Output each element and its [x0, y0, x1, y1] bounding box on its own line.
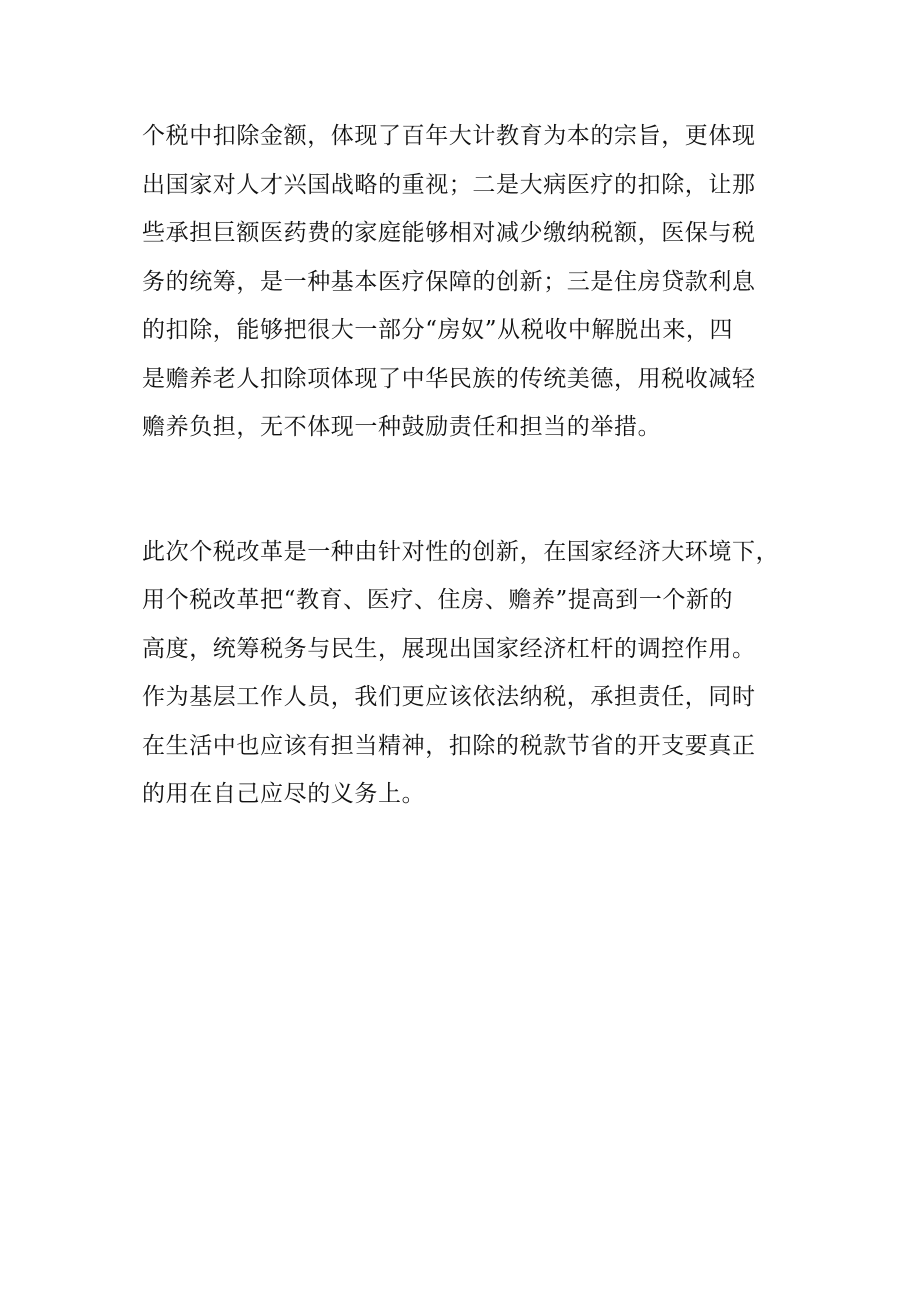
- paragraph-line: 作为基层工作人员，我们更应该依法纳税，承担责任，同时: [142, 684, 756, 710]
- paragraph-line: 是赡养老人扣除项体现了中华民族的传统美德，用税收减轻: [142, 365, 756, 392]
- paragraph-1: [142, 112, 792, 452]
- paragraph-line: 的用在自己应尽的义务上。: [142, 781, 426, 807]
- document-body: [142, 112, 792, 819]
- paragraph-spacing: [142, 452, 792, 528]
- paragraph-line: 些承担巨额医药费的家庭能够相对减少缴纳税额，医保与税: [142, 220, 756, 246]
- paragraph-line: 赡养负担，无不体现一种鼓励责任和担当的举措。: [142, 414, 662, 440]
- paragraph-line: 出国家对人才兴国战略的重视；二是大病医疗的扣除，让那: [142, 171, 756, 198]
- paragraph-line: 务的统筹，是一种基本医疗保障的创新；三是住房贷款利息: [142, 268, 756, 295]
- paragraph-2: [142, 528, 792, 819]
- paragraph-line: 在生活中也应该有担当精神，扣除的税款节省的开支要真正: [142, 732, 756, 759]
- paragraph-line: 高度，统筹税务与民生，展现出国家经济杠杆的调控作用。: [142, 635, 756, 662]
- paragraph-line: 的扣除，能够把很大一部分“房奴”从税收中解脱出来，四: [142, 317, 734, 343]
- paragraph-line: 此次个税改革是一种由针对性的创新，在国家经济大环境下，: [142, 538, 780, 565]
- paragraph-line: 个税中扣除金额，体现了百年大计教育为本的宗旨，更体现: [142, 123, 756, 149]
- paragraph-line: 用个税改革把“教育、医疗、住房、赡养”提高到一个新的: [142, 587, 734, 613]
